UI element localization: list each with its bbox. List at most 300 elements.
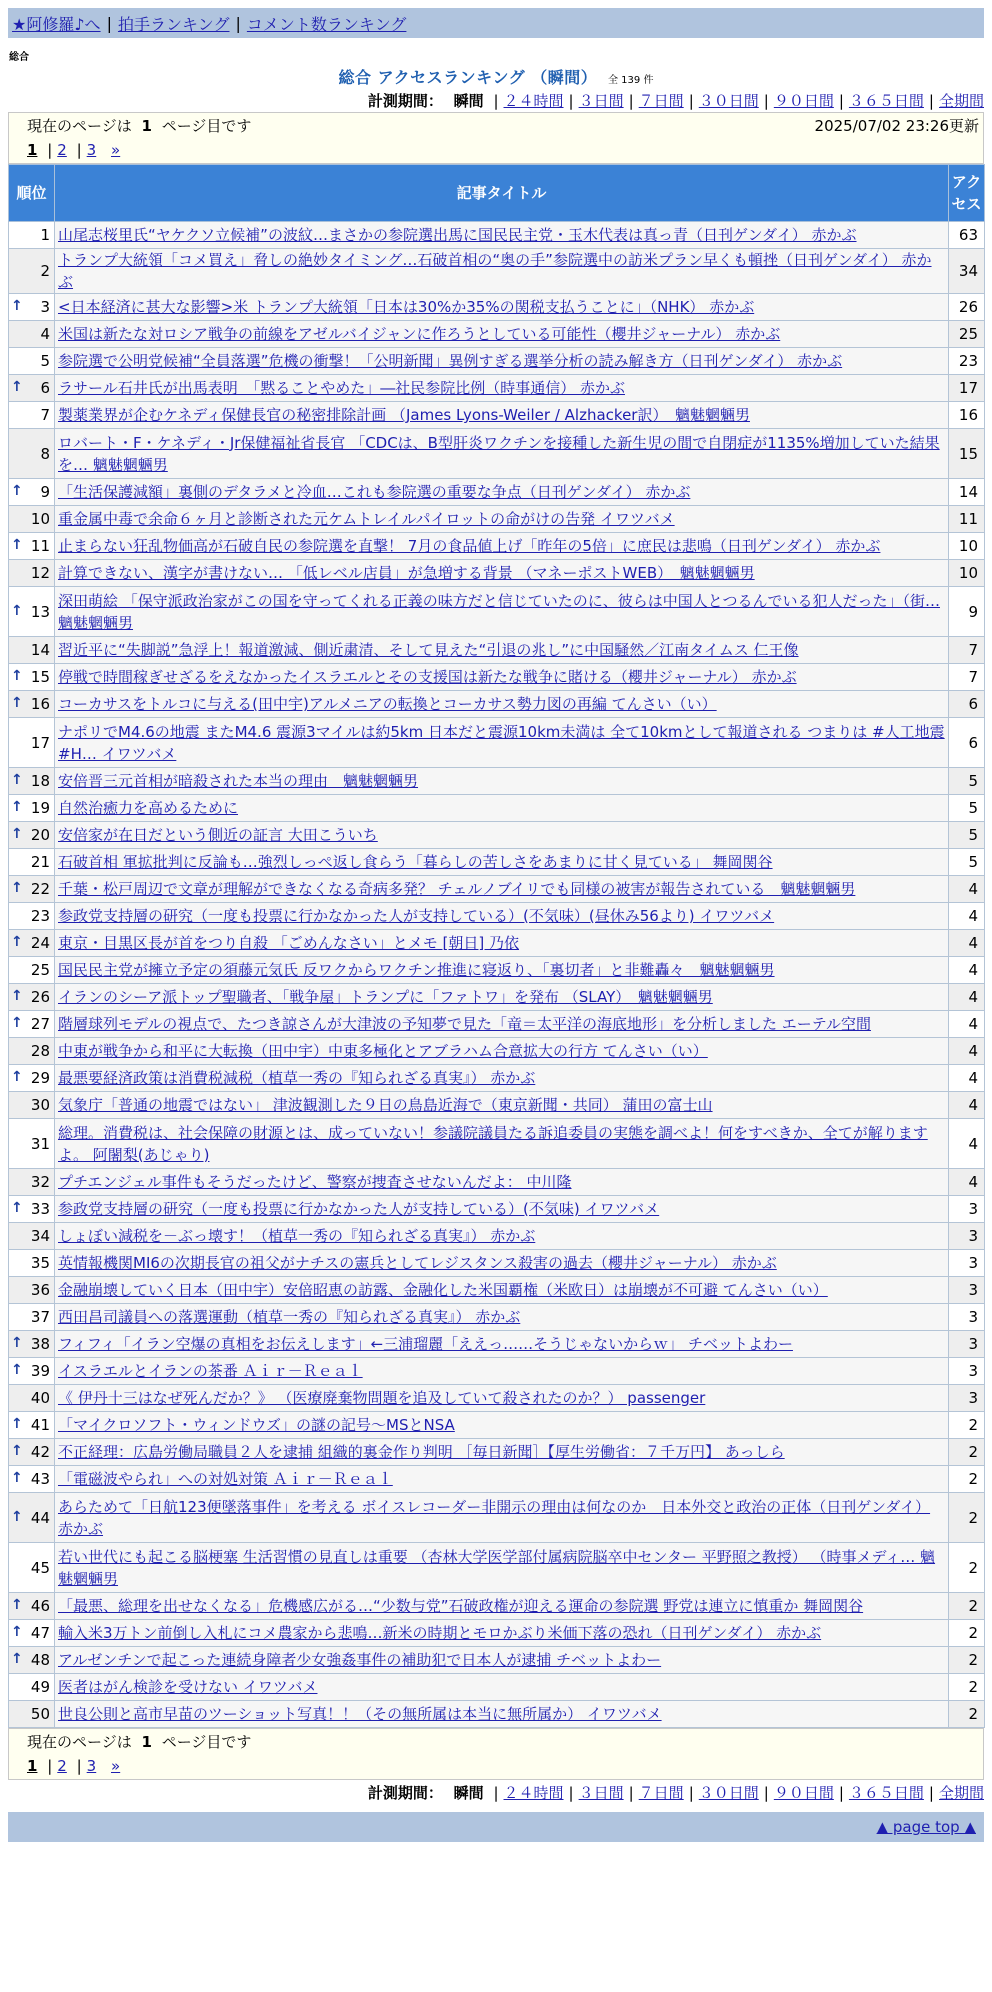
article-link[interactable]: 計算できない、漢字が書けない… 「低レベル店員」が急増する背景 （マネーポストWEB） 魑魅魍魎男 xyxy=(58,564,755,582)
table-row xyxy=(9,903,985,930)
rank-up-arrow-icon: ↑ xyxy=(11,537,23,553)
table-row xyxy=(9,664,985,691)
table-row xyxy=(9,1092,985,1119)
rank-number: 19 xyxy=(30,799,50,817)
article-link[interactable]: 止まらない狂乱物価高が石破自民の参院選を直撃！ 7月の食品値上げ「昨年の5倍」に庶民は悲鳴（日刊ゲンダイ） 赤かぶ xyxy=(58,537,881,555)
period-option-2[interactable]: ７日間 xyxy=(638,92,684,110)
title-cell xyxy=(55,849,949,876)
bottom-bar xyxy=(8,1812,984,1842)
rank-number: 35 xyxy=(30,1254,50,1272)
pagination-next[interactable]: » xyxy=(111,141,121,159)
table-row xyxy=(9,1304,985,1331)
table-row xyxy=(9,1543,985,1593)
rank-cell xyxy=(9,957,55,984)
rank-number: 1 xyxy=(40,226,50,244)
home-link[interactable]: ★阿修羅♪へ xyxy=(12,14,101,34)
rank-up-arrow-icon: ↑ xyxy=(11,799,23,815)
rank-cell xyxy=(9,1169,55,1196)
period-separator: | xyxy=(493,1784,499,1802)
total-count: 全 139 件 xyxy=(608,75,654,86)
rank-number: 26 xyxy=(30,988,50,1006)
access-count: 4 xyxy=(949,984,985,1011)
table-row xyxy=(9,1412,985,1439)
rank-up-arrow-icon: ↑ xyxy=(11,483,23,499)
period-option-4[interactable]: ９０日間 xyxy=(773,1784,834,1802)
period-selector-top xyxy=(0,90,984,112)
rank-cell xyxy=(9,1466,55,1493)
access-count: 3 xyxy=(949,1304,985,1331)
rank-number: 43 xyxy=(30,1470,50,1488)
rank-cell xyxy=(9,1038,55,1065)
rank-number: 45 xyxy=(30,1558,50,1577)
rank-number: 9 xyxy=(40,483,50,501)
rank-number: 10 xyxy=(30,510,50,528)
rank-cell xyxy=(9,348,55,375)
access-count: 63 xyxy=(949,222,985,249)
pagination-page-3[interactable]: 3 xyxy=(86,1757,97,1775)
rank-cell xyxy=(9,1196,55,1223)
comment-ranking-link[interactable]: コメント数ランキング xyxy=(246,14,407,34)
period-separator: | xyxy=(928,92,934,110)
table-row xyxy=(9,1038,985,1065)
access-count: 4 xyxy=(949,903,985,930)
article-link[interactable]: 千葉・松戸周辺で文章が理解ができなくなる奇病多発？ チェルノブイリでも同様の被害が報告されている 魑魅魍魎男 xyxy=(58,880,856,898)
access-count: 2 xyxy=(949,1647,985,1674)
rank-up-arrow-icon: ↑ xyxy=(11,1651,23,1667)
title-cell xyxy=(55,560,949,587)
article-link[interactable]: 習近平に“失脚説”急浮上！報道激減、側近粛清、そして見えた“引退の兆し”に中国騒然／江南タイムス 仁王像 xyxy=(58,641,799,659)
period-separator: | xyxy=(493,92,499,110)
rank-number: 31 xyxy=(30,1134,50,1153)
article-link[interactable]: 「生活保護減額」裏側のデタラメと冷血…これも参院選の重要な争点（日刊ゲンダイ） 赤かぶ xyxy=(58,483,691,501)
pagination-current: 1 xyxy=(27,1757,38,1775)
access-count: 3 xyxy=(949,1277,985,1304)
rank-cell xyxy=(9,587,55,637)
table-row xyxy=(9,222,985,249)
period-separator: | xyxy=(838,1784,844,1802)
rank-cell xyxy=(9,1620,55,1647)
article-link[interactable]: 製薬業界が企むケネディ保健長官の秘密排除計画 （James Lyons-Weiler / Alzhacker訳） 魑魅魍魎男 xyxy=(58,406,750,424)
rank-number: 12 xyxy=(30,564,50,582)
nav-separator: | xyxy=(106,13,112,33)
article-link[interactable]: 階層球列モデルの視点で、たつき諒さんが大津波の予知夢で見た「竜＝太平洋の海底地形」を分析しました エーテル空間 xyxy=(58,1015,871,1033)
rank-number: 32 xyxy=(30,1173,50,1191)
article-link[interactable]: しょぼい減税を－ぶっ壊す！（植草一秀の『知られざる真実』） 赤かぶ xyxy=(58,1227,536,1245)
pagination-page-2[interactable]: 2 xyxy=(57,141,67,159)
article-link[interactable]: ラサール石井氏が出馬表明 「黙ることやめた」―社民参院比例（時事通信） 赤かぶ xyxy=(58,379,625,397)
rank-cell xyxy=(9,1331,55,1358)
article-link[interactable]: 深田萌絵 「保守派政治家がこの国を守ってくれる正義の味方だと信じていたのに、彼らは中国人とつるんでいる犯人だった」（街… 魑魅魍魎男 xyxy=(58,591,940,632)
rank-up-arrow-icon: ↑ xyxy=(11,988,23,1004)
article-link[interactable]: 参政党支持層の研究（一度も投票に行かなかった人が支持している）(不気味) イワツバメ xyxy=(58,1200,660,1218)
article-link[interactable]: プチエンジェル事件もそうだったけど、警察が捜査させないんだよ： 中川隆 xyxy=(58,1173,572,1191)
access-count: 14 xyxy=(949,479,985,506)
period-option-1[interactable]: ３日間 xyxy=(578,1784,624,1802)
table-row xyxy=(9,768,985,795)
title-cell xyxy=(55,375,949,402)
rank-cell xyxy=(9,1593,55,1620)
table-row xyxy=(9,560,985,587)
article-link[interactable]: あらためて「日航123便墜落事件」を考える ボイスレコーダー非開示の理由は何なのか 日本外交と政治の正体（日刊ゲンダイ） 赤かぶ xyxy=(58,1497,931,1538)
page-top-link[interactable]: ▲ page top ▲ xyxy=(876,1818,976,1836)
article-link[interactable]: 不正経理：広島労働局職員２人を逮捕 組織的裏金作り判明 ［毎日新聞］【厚生労働省：７千万円】 あっしら xyxy=(58,1443,785,1461)
table-row xyxy=(9,822,985,849)
article-link[interactable]: 参院選で公明党候補“全員落選”危機の衝撃！「公明新聞」異例すぎる選挙分析の読み解き方（日刊ゲンダイ） 赤かぶ xyxy=(58,352,843,370)
rank-cell xyxy=(9,822,55,849)
rank-number: 4 xyxy=(40,325,50,343)
ranking-rows xyxy=(9,222,985,1728)
rank-number: 34 xyxy=(30,1227,50,1245)
title-cell xyxy=(55,1092,949,1119)
rank-up-arrow-icon: ↑ xyxy=(11,1597,23,1613)
table-row xyxy=(9,1011,985,1038)
article-link[interactable]: 「電磁波やられ」への対処対策 Ａｉｒ－Ｒｅａｌ xyxy=(58,1470,393,1488)
article-link[interactable]: フィフィ「イラン空爆の真相をお伝えします」←三浦瑠麗「ええっ……そうじゃないからｗ」 チベットよわー xyxy=(58,1335,793,1353)
article-link[interactable]: 山尾志桜里氏“ヤケクソ立候補”の波紋…まさかの参院選出馬に国民民主党・玉木代表は真っ青（日刊ゲンダイ） 赤かぶ xyxy=(58,226,857,244)
period-label: 計測期間： xyxy=(367,1784,443,1802)
rank-number: 14 xyxy=(30,641,50,659)
article-link[interactable]: 石破首相 軍拡批判に反論も…強烈しっぺ返し食らう「暮らしの苦しさをあまりに甘く見ている」 舞岡関谷 xyxy=(58,853,773,871)
current-page-text: 現在のページは 1 ページ目です xyxy=(27,1733,252,1751)
article-link[interactable]: 参政党支持層の研究（一度も投票に行かなかった人が支持している）(不気味）(昼休み56より) イワツバメ xyxy=(58,907,775,925)
access-count: 16 xyxy=(949,402,985,429)
title-cell xyxy=(55,822,949,849)
table-row xyxy=(9,1250,985,1277)
article-link[interactable]: 総理。消費税は、社会保障の財源とは、成っていない！参議院議員たる訴追委員の実態を調べよ！何をすべきか、全てが解りますよ。 阿闍梨(あじゃり) xyxy=(58,1123,928,1164)
article-link[interactable]: 輸入米3万トン前倒し入札にコメ農家から悲鳴…新米の時期とモロかぶり米価下落の恐れ（日刊ゲンダイ） 赤かぶ xyxy=(58,1624,822,1642)
article-link[interactable]: 《 伊丹十三はなぜ死んだか？》 （医療廃棄物問題を追及していて殺されたのか？） passenger xyxy=(58,1389,706,1407)
rank-cell xyxy=(9,402,55,429)
pagination-page-2[interactable]: 2 xyxy=(57,1757,67,1775)
article-link[interactable]: イスラエルとイランの茶番 Ａｉｒ－Ｒｅａｌ xyxy=(58,1362,363,1380)
article-link[interactable]: コーカサスをトルコに与える(田中宇)アルメニアの転換とコーカサス勢力図の再編 てんさい（い） xyxy=(58,695,717,713)
article-link[interactable]: <日本経済に甚大な影響>米 トランプ大統領「日本は30%か35%の関税支払うことに」（NHK） 赤かぶ xyxy=(58,298,755,316)
access-count: 5 xyxy=(949,822,985,849)
rank-cell xyxy=(9,876,55,903)
article-link[interactable]: 最悪要経済政策は消費税減税（植草一秀の『知られざる真実』） 赤かぶ xyxy=(58,1069,536,1087)
rank-number: 23 xyxy=(30,907,50,925)
rank-cell xyxy=(9,1543,55,1593)
article-link[interactable]: 重金属中毒で余命６ヶ月と診断された元ケムトレイルパイロットの命がけの告発 イワツバメ xyxy=(58,510,675,528)
rank-cell xyxy=(9,930,55,957)
article-link[interactable]: 「最悪、総理を出せなくなる」危機感広がる…“少数与党”石破政権が迎える運命の参院選 野党は連立に慎重か 舞岡関谷 xyxy=(58,1597,864,1615)
rank-number: 39 xyxy=(30,1362,50,1380)
ranking-heading xyxy=(0,66,992,90)
table-row xyxy=(9,1385,985,1412)
period-separator: | xyxy=(763,1784,769,1802)
rank-up-arrow-icon: ↑ xyxy=(11,298,23,314)
table-row xyxy=(9,533,985,560)
article-link[interactable]: アルゼンチンで起こった連続身障者少女強姦事件の補助犯で日本人が逮捕 チベットよわー xyxy=(58,1651,662,1669)
rank-cell xyxy=(9,1065,55,1092)
title-cell xyxy=(55,402,949,429)
title-cell xyxy=(55,795,949,822)
section-label: 総合 xyxy=(9,52,29,63)
table-row xyxy=(9,1065,985,1092)
rank-number: 30 xyxy=(30,1096,50,1114)
period-option-1[interactable]: ３日間 xyxy=(578,92,624,110)
table-row xyxy=(9,321,985,348)
period-option-0[interactable]: ２４時間 xyxy=(503,92,564,110)
period-links xyxy=(488,92,984,110)
title-cell xyxy=(55,1493,949,1543)
rank-number: 36 xyxy=(30,1281,50,1299)
ranking-title: 総合 アクセスランキング （瞬間） xyxy=(338,68,598,87)
article-link[interactable]: 停戦で時間稼ぎせざるをえなかったイスラエルとその支援国は新たな戦争に賭ける（櫻井ジャーナル） 赤かぶ xyxy=(58,668,797,686)
rank-up-arrow-icon: ↑ xyxy=(11,1508,23,1525)
rank-up-arrow-icon: ↑ xyxy=(11,1416,23,1432)
article-link[interactable]: 中東が戦争から和平に大転換（田中宇）中東多極化とアブラハム合意拡大の行方 てんさい（い） xyxy=(58,1042,708,1060)
article-link[interactable]: 金融崩壊していく日本（田中宇）安倍昭恵の訪露、金融化した米国覇権（米欧日）は崩壊が不可避 てんさい（い） xyxy=(58,1281,828,1299)
access-count: 5 xyxy=(949,795,985,822)
rank-number: 29 xyxy=(30,1069,50,1087)
rank-number: 44 xyxy=(30,1508,50,1527)
rank-number: 11 xyxy=(30,537,50,555)
rank-cell xyxy=(9,1358,55,1385)
table-row xyxy=(9,957,985,984)
rank-cell xyxy=(9,1119,55,1169)
rank-number: 28 xyxy=(30,1042,50,1060)
period-option-0[interactable]: ２４時間 xyxy=(503,1784,564,1802)
rank-number: 37 xyxy=(30,1308,50,1326)
article-link[interactable]: 英情報機関MI6の次期長官の祖父がナチスの憲兵としてレジスタンス殺害の過去（櫻井ジャーナル） 赤かぶ xyxy=(58,1254,777,1272)
rank-number: 46 xyxy=(30,1597,50,1615)
title-cell xyxy=(55,957,949,984)
table-row xyxy=(9,1674,985,1701)
rank-cell xyxy=(9,1223,55,1250)
rank-cell xyxy=(9,1647,55,1674)
access-count: 3 xyxy=(949,1331,985,1358)
article-link[interactable]: 若い世代にも起こる脳梗塞 生活習慣の見直しは重要 （杏林大学医学部付属病院脳卒中センター 平野照之教授） （時事メディ… 魑魅魍魎男 xyxy=(58,1547,936,1588)
pagination: 1 | 2 | 3 » xyxy=(27,141,121,159)
table-row xyxy=(9,479,985,506)
rank-cell xyxy=(9,768,55,795)
article-link[interactable]: 西田昌司議員への落選運動（植草一秀の『知られざる真実』） 赤かぶ xyxy=(58,1308,521,1326)
article-link[interactable]: 自然治癒力を高めるために xyxy=(58,799,239,817)
table-row xyxy=(9,849,985,876)
rank-number: 6 xyxy=(40,379,50,397)
rank-up-arrow-icon: ↑ xyxy=(11,1443,23,1459)
title-cell xyxy=(55,479,949,506)
period-option-6[interactable]: 全期間 xyxy=(938,1784,984,1802)
table-row xyxy=(9,1196,985,1223)
ranking-table xyxy=(8,164,985,1728)
article-link[interactable]: 安倍晋三元首相が暗殺された本当の理由 魑魅魍魎男 xyxy=(58,772,419,790)
title-cell xyxy=(55,1038,949,1065)
access-count: 5 xyxy=(949,849,985,876)
title-cell xyxy=(55,876,949,903)
article-link[interactable]: 東京・目黒区長が首をつり自殺 「ごめんなさい」とメモ [朝日] 乃依 xyxy=(58,934,520,952)
rank-cell xyxy=(9,1439,55,1466)
title-cell xyxy=(55,1466,949,1493)
rank-number: 3 xyxy=(40,298,50,316)
rank-number: 18 xyxy=(30,772,50,790)
table-row xyxy=(9,1593,985,1620)
article-link[interactable]: 世良公則と高市早苗のツーショット写真！！（その無所属は本当に無所属か） イワツバメ xyxy=(58,1705,662,1723)
table-row xyxy=(9,402,985,429)
rank-number: 47 xyxy=(30,1624,50,1642)
access-count: 2 xyxy=(949,1493,985,1543)
title-cell xyxy=(55,1119,949,1169)
rank-up-arrow-icon: ↑ xyxy=(11,1624,23,1640)
pagination-page-3[interactable]: 3 xyxy=(86,141,97,159)
rank-up-arrow-icon: ↑ xyxy=(11,1470,23,1486)
title-cell xyxy=(55,1647,949,1674)
table-row xyxy=(9,1647,985,1674)
rank-up-arrow-icon: ↑ xyxy=(11,772,23,788)
rank-up-arrow-icon: ↑ xyxy=(11,934,23,950)
table-row xyxy=(9,718,985,768)
rank-number: 7 xyxy=(40,406,50,424)
period-option-3[interactable]: ３０日間 xyxy=(698,92,759,110)
period-option-6[interactable]: 全期間 xyxy=(938,92,984,110)
table-row xyxy=(9,1701,985,1728)
title-cell xyxy=(55,1358,949,1385)
access-count: 3 xyxy=(949,1385,985,1412)
period-option-4[interactable]: ９０日間 xyxy=(773,92,834,110)
period-links xyxy=(488,1784,984,1802)
pagination-next[interactable]: » xyxy=(111,1757,121,1775)
period-separator: | xyxy=(568,1784,574,1802)
table-row xyxy=(9,429,985,479)
rank-number: 16 xyxy=(30,695,50,713)
rank-cell xyxy=(9,479,55,506)
rank-cell xyxy=(9,718,55,768)
period-separator: | xyxy=(628,1784,634,1802)
rank-number: 5 xyxy=(40,352,50,370)
period-separator: | xyxy=(688,1784,694,1802)
title-cell xyxy=(55,294,949,321)
page-info-top xyxy=(8,112,984,164)
rank-number: 8 xyxy=(40,444,50,463)
rank-cell xyxy=(9,984,55,1011)
article-link[interactable]: 国民民主党が擁立予定の須藤元気氏 反ワクからワクチン推進に寝返り、「裏切者」と非難轟々 魑魅魍魎男 xyxy=(58,961,775,979)
period-separator: | xyxy=(838,92,844,110)
access-count: 7 xyxy=(949,664,985,691)
period-option-3[interactable]: ３０日間 xyxy=(698,1784,759,1802)
header-access: アクセス xyxy=(949,165,985,222)
rank-cell xyxy=(9,637,55,664)
rank-up-arrow-icon: ↑ xyxy=(11,1015,23,1031)
access-count: 23 xyxy=(949,348,985,375)
table-row xyxy=(9,587,985,637)
access-count: 4 xyxy=(949,1119,985,1169)
rank-up-arrow-icon: ↑ xyxy=(11,379,23,395)
access-count: 34 xyxy=(949,249,985,294)
title-cell xyxy=(55,984,949,1011)
rank-number: 24 xyxy=(30,934,50,952)
table-row xyxy=(9,1466,985,1493)
article-link[interactable]: 「マイクロソフト・ウィンドウズ」の謎の記号～MSとNSA xyxy=(58,1416,455,1434)
title-cell xyxy=(55,930,949,957)
rank-number: 2 xyxy=(40,262,50,280)
article-link[interactable]: イランのシーア派トップ聖職者、「戦争屋」トランプに「ファトワ」を発布 （SLAY） 魑魅魍魎男 xyxy=(58,988,713,1006)
table-row xyxy=(9,1620,985,1647)
rank-cell xyxy=(9,691,55,718)
access-count: 2 xyxy=(949,1439,985,1466)
access-count: 2 xyxy=(949,1593,985,1620)
title-cell xyxy=(55,506,949,533)
access-count: 11 xyxy=(949,506,985,533)
period-separator: | xyxy=(688,92,694,110)
rank-up-arrow-icon: ↑ xyxy=(11,826,23,842)
table-row xyxy=(9,930,985,957)
rank-cell xyxy=(9,506,55,533)
article-link[interactable]: 米国は新たな対ロシア戦争の前線をアゼルバイジャンに作ろうとしている可能性（櫻井ジャーナル） 赤かぶ xyxy=(58,325,781,343)
period-separator: | xyxy=(928,1784,934,1802)
table-row xyxy=(9,294,985,321)
clap-ranking-link[interactable]: 拍手ランキング xyxy=(117,14,230,34)
table-row xyxy=(9,984,985,1011)
access-count: 2 xyxy=(949,1543,985,1593)
access-count: 9 xyxy=(949,587,985,637)
access-count: 10 xyxy=(949,533,985,560)
title-cell xyxy=(55,1543,949,1593)
access-count: 4 xyxy=(949,1092,985,1119)
title-cell xyxy=(55,1620,949,1647)
article-link[interactable]: トランプ大統領「コメ買え」脅しの絶妙タイミング…石破首相の“奥の手”参院選中の訪米プラン早くも頓挫（日刊ゲンダイ） 赤かぶ xyxy=(58,251,932,291)
rank-cell xyxy=(9,1493,55,1543)
title-cell xyxy=(55,587,949,637)
rank-number: 41 xyxy=(30,1416,50,1434)
period-option-5[interactable]: ３６５日間 xyxy=(848,92,924,110)
access-count: 10 xyxy=(949,560,985,587)
title-cell xyxy=(55,1439,949,1466)
period-current: 瞬間 xyxy=(453,1784,484,1802)
rank-number: 48 xyxy=(30,1651,50,1669)
access-count: 3 xyxy=(949,1250,985,1277)
title-cell xyxy=(55,1011,949,1038)
rank-up-arrow-icon: ↑ xyxy=(11,880,23,896)
title-cell xyxy=(55,1223,949,1250)
article-link[interactable]: ロバート・F・ケネディ・Jr保健福祉省長官 「CDCは、B型肝炎ワクチンを接種した新生児の間で自閉症が1135%増加していた結果を… 魑魅魍魎男 xyxy=(58,433,940,474)
rank-cell xyxy=(9,1674,55,1701)
article-link[interactable]: 安倍家が在日だという側近の証言 大田こういち xyxy=(58,826,378,844)
rank-up-arrow-icon: ↑ xyxy=(11,668,23,684)
period-option-5[interactable]: ３６５日間 xyxy=(848,1784,924,1802)
period-label: 計測期間： xyxy=(367,92,443,110)
period-current: 瞬間 xyxy=(453,92,484,110)
table-row xyxy=(9,795,985,822)
pagination-current: 1 xyxy=(27,141,38,159)
access-count: 26 xyxy=(949,294,985,321)
rank-number: 50 xyxy=(30,1705,50,1723)
rank-up-arrow-icon: ↑ xyxy=(11,1069,23,1085)
title-cell xyxy=(55,768,949,795)
title-cell xyxy=(55,1250,949,1277)
table-row xyxy=(9,1169,985,1196)
access-count: 2 xyxy=(949,1466,985,1493)
access-count: 4 xyxy=(949,1011,985,1038)
top-navigation-bar xyxy=(8,8,984,38)
title-cell xyxy=(55,718,949,768)
period-option-2[interactable]: ７日間 xyxy=(638,1784,684,1802)
article-link[interactable]: 気象庁「普通の地震ではない」 津波観測した９日の鳥島近海で（東京新聞・共同） 蒲田の富士山 xyxy=(58,1096,713,1114)
title-cell xyxy=(55,249,949,294)
title-cell xyxy=(55,1196,949,1223)
rank-number: 21 xyxy=(30,853,50,871)
rank-cell xyxy=(9,1412,55,1439)
article-link[interactable]: ナポリでM4.6の地震 またM4.6 震源3マイルは約5km 日本だと震源10km未満は 全て10kmとして報道される つまりは #人工地震 #H… イワツバメ xyxy=(58,722,945,763)
title-cell xyxy=(55,1674,949,1701)
article-link[interactable]: 医者はがん検診を受けない イワツバメ xyxy=(58,1678,318,1696)
title-cell xyxy=(55,903,949,930)
current-page-text: 現在のページは 1 ページ目です xyxy=(27,117,252,135)
rank-cell xyxy=(9,1250,55,1277)
access-count: 3 xyxy=(949,1196,985,1223)
table-row xyxy=(9,1277,985,1304)
access-count: 4 xyxy=(949,876,985,903)
